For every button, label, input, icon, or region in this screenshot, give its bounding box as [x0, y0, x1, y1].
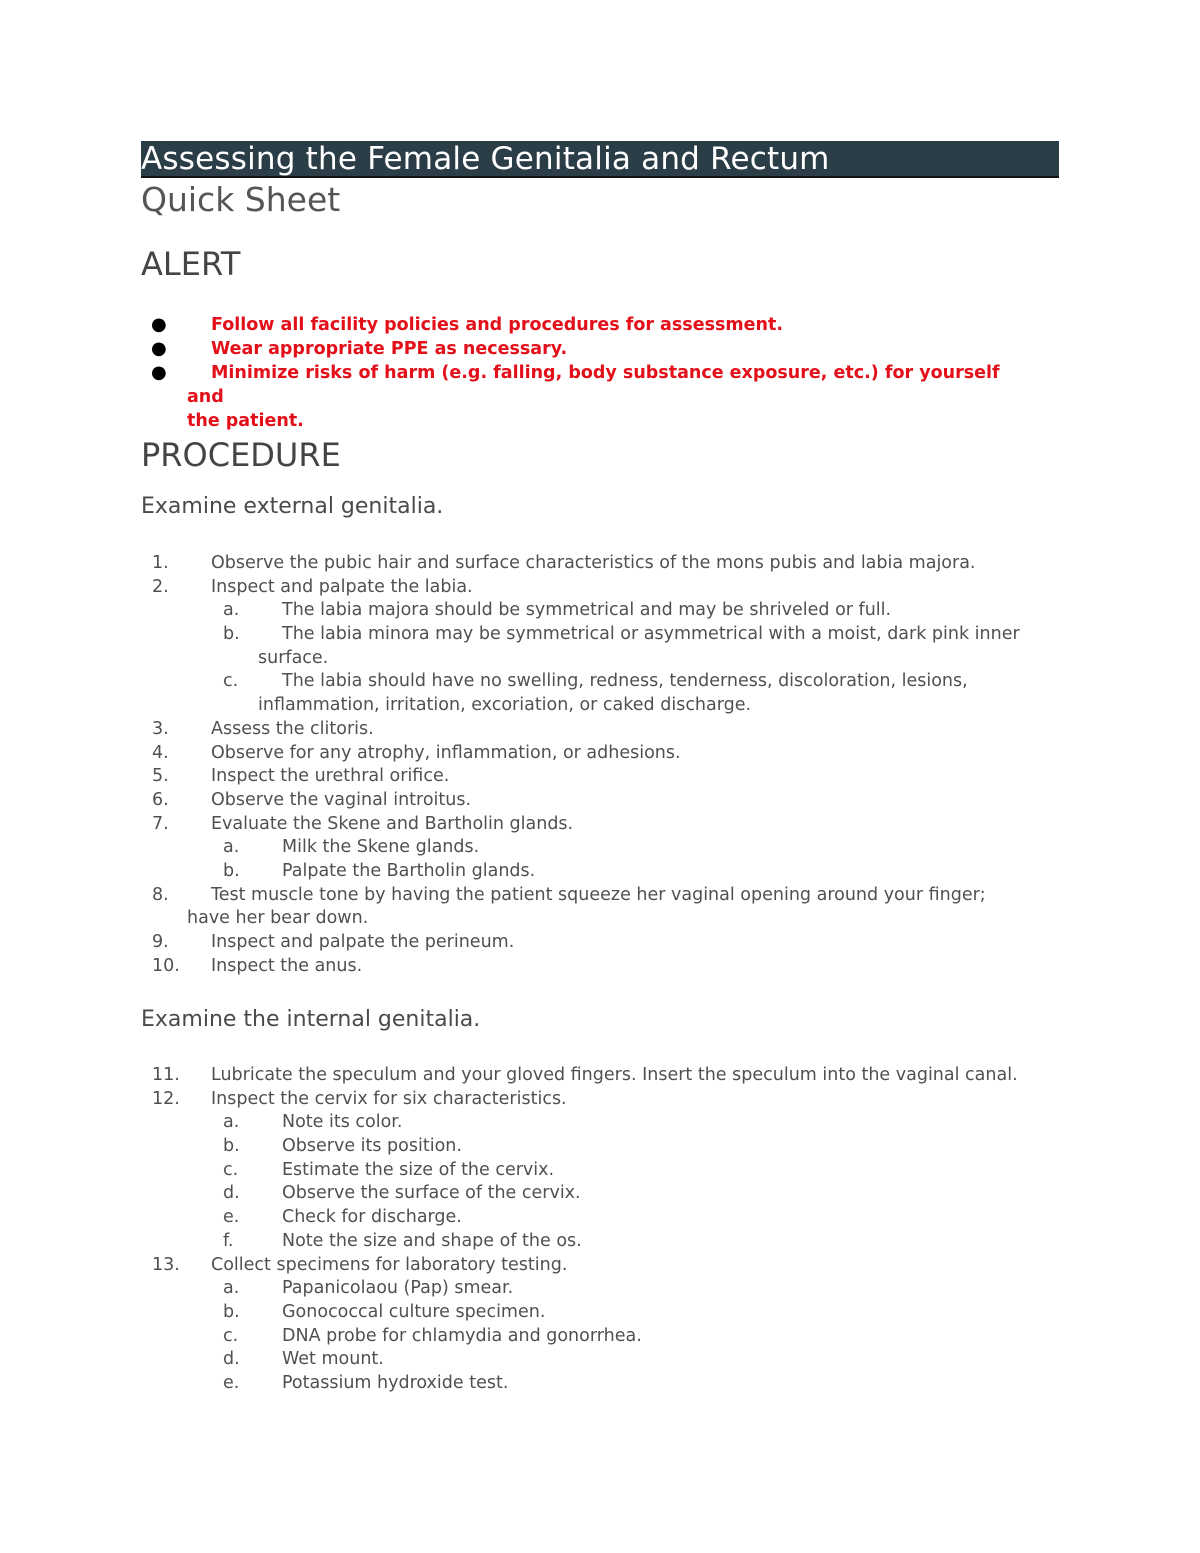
step-number: c.	[223, 1159, 239, 1180]
alert-item	[141, 361, 1041, 409]
step-row	[141, 884, 1061, 908]
alert-list	[141, 313, 1041, 433]
alert-text: the patient.	[187, 411, 304, 431]
step-text: Collect specimens for laboratory testing.	[211, 1254, 568, 1275]
title-bar	[141, 141, 1059, 178]
step-row	[141, 860, 1061, 884]
step-row	[141, 813, 1061, 837]
alert-item	[141, 313, 1041, 337]
step-number: 2.	[152, 576, 169, 597]
step-text: have her bear down.	[187, 908, 369, 929]
step-text: Assess the clitoris.	[211, 718, 374, 739]
step-number: 4.	[152, 742, 169, 763]
step-number: 7.	[152, 813, 169, 834]
step-number: 9.	[152, 932, 169, 952]
step-text: Inspect the anus.	[211, 955, 363, 976]
step-number: 11.	[152, 1065, 180, 1085]
step-row	[141, 1135, 1061, 1159]
step-text: Inspect the urethral orifice.	[211, 766, 450, 787]
step-text: Note its color.	[282, 1112, 403, 1133]
step-number: a.	[223, 1278, 240, 1299]
step-number: b.	[223, 860, 240, 881]
step-row	[141, 552, 1061, 576]
step-row	[141, 931, 1061, 955]
step-number: d.	[223, 1349, 240, 1370]
alert-item	[141, 337, 1041, 361]
step-text: Inspect and palpate the perineum.	[211, 932, 515, 952]
step-number: a.	[223, 600, 240, 621]
step-row	[141, 576, 1061, 600]
step-row	[141, 1230, 1061, 1254]
step-row	[141, 694, 1061, 718]
step-number: f.	[223, 1230, 234, 1251]
step-text: Palpate the Bartholin glands.	[282, 860, 536, 881]
step-row	[141, 765, 1061, 789]
step-row	[141, 1206, 1061, 1230]
step-row	[141, 742, 1061, 766]
step-text: DNA probe for chlamydia and gonorrhea.	[282, 1325, 642, 1346]
section-heading-internal: Examine the internal genitalia.	[141, 1007, 481, 1032]
step-text: Papanicolaou (Pap) smear.	[282, 1278, 514, 1299]
step-text: Estimate the size of the cervix.	[282, 1159, 555, 1180]
step-text: Test muscle tone by having the patient squeeze her vaginal opening around your finger;	[211, 884, 986, 905]
alert-heading: ALERT	[141, 245, 241, 283]
step-row	[141, 789, 1061, 813]
step-text: Inspect the cervix for six characteristics.	[211, 1088, 567, 1109]
step-row	[141, 907, 1061, 931]
document-subtitle: Quick Sheet	[141, 180, 341, 219]
step-text: Wet mount.	[282, 1349, 384, 1370]
step-number: 13.	[152, 1254, 180, 1275]
step-text: The labia majora should be symmetrical and may be shriveled or full.	[282, 600, 892, 621]
step-row	[141, 1088, 1061, 1112]
document-title: Assessing the Female Genitalia and Rectum	[141, 141, 830, 177]
step-row	[141, 599, 1061, 623]
step-row	[141, 1325, 1061, 1349]
bullet-icon: ●	[151, 362, 167, 383]
step-number: 12.	[152, 1088, 180, 1109]
step-number: d.	[223, 1183, 240, 1204]
step-row	[141, 1277, 1061, 1301]
step-number: c.	[223, 671, 239, 692]
alert-text: Minimize risks of harm (e.g. falling, body substance exposure, etc.) for yourself and	[187, 363, 1000, 407]
external-steps-list	[141, 552, 1061, 978]
step-number: e.	[223, 1372, 240, 1393]
alert-text: Follow all facility policies and procedures for assessment.	[211, 315, 783, 335]
step-text: Observe the vaginal introitus.	[211, 789, 472, 810]
step-row	[141, 1064, 1061, 1088]
step-text: Note the size and shape of the os.	[282, 1230, 582, 1251]
internal-steps-list	[141, 1064, 1061, 1396]
step-text: The labia minora may be symmetrical or asymmetrical with a moist, dark pink inner	[282, 624, 1020, 645]
step-row	[141, 1111, 1061, 1135]
step-text: Check for discharge.	[282, 1207, 462, 1228]
step-number: b.	[223, 1136, 240, 1157]
step-row	[141, 718, 1061, 742]
step-row	[141, 1159, 1061, 1183]
step-row	[141, 670, 1061, 694]
alert-item-continued	[141, 409, 1041, 433]
step-number: b.	[223, 624, 240, 645]
step-number: a.	[223, 837, 240, 858]
step-text: Potassium hydroxide test.	[282, 1372, 509, 1393]
bullet-icon: ●	[151, 338, 167, 359]
section-heading-external: Examine external genitalia.	[141, 494, 444, 519]
step-row	[141, 836, 1061, 860]
step-text: Evaluate the Skene and Bartholin glands.	[211, 813, 574, 834]
step-text: Milk the Skene glands.	[282, 837, 480, 858]
bullet-icon: ●	[151, 314, 167, 335]
procedure-heading: PROCEDURE	[141, 436, 341, 474]
step-row	[141, 955, 1061, 979]
step-text: Observe the surface of the cervix.	[282, 1183, 581, 1204]
step-row	[141, 1372, 1061, 1396]
step-row	[141, 1301, 1061, 1325]
step-number: 8.	[152, 884, 169, 905]
step-text: The labia should have no swelling, redness, tenderness, discoloration, lesions,	[282, 671, 968, 692]
step-number: 3.	[152, 718, 169, 739]
step-text: Inspect and palpate the labia.	[211, 576, 473, 597]
alert-text: Wear appropriate PPE as necessary.	[211, 339, 568, 359]
step-row	[141, 623, 1061, 647]
step-text: Observe its position.	[282, 1136, 462, 1157]
step-row	[141, 1348, 1061, 1372]
step-number: 1.	[152, 553, 169, 573]
step-text: surface.	[258, 647, 329, 668]
step-text: Observe for any atrophy, inflammation, or adhesions.	[211, 742, 681, 763]
step-row	[141, 647, 1061, 671]
step-row	[141, 1254, 1061, 1278]
step-text: Lubricate the speculum and your gloved fingers. Insert the speculum into the vaginal canal.	[211, 1065, 1018, 1085]
step-number: 6.	[152, 789, 169, 810]
step-text: Gonococcal culture specimen.	[282, 1301, 546, 1322]
step-text: inflammation, irritation, excoriation, or caked discharge.	[258, 695, 752, 716]
step-number: e.	[223, 1207, 240, 1228]
step-number: c.	[223, 1325, 239, 1346]
step-row	[141, 1182, 1061, 1206]
step-number: a.	[223, 1112, 240, 1133]
step-number: 10.	[152, 955, 180, 976]
step-number: b.	[223, 1301, 240, 1322]
step-number: 5.	[152, 766, 169, 787]
step-text: Observe the pubic hair and surface characteristics of the mons pubis and labia majora.	[211, 553, 976, 573]
